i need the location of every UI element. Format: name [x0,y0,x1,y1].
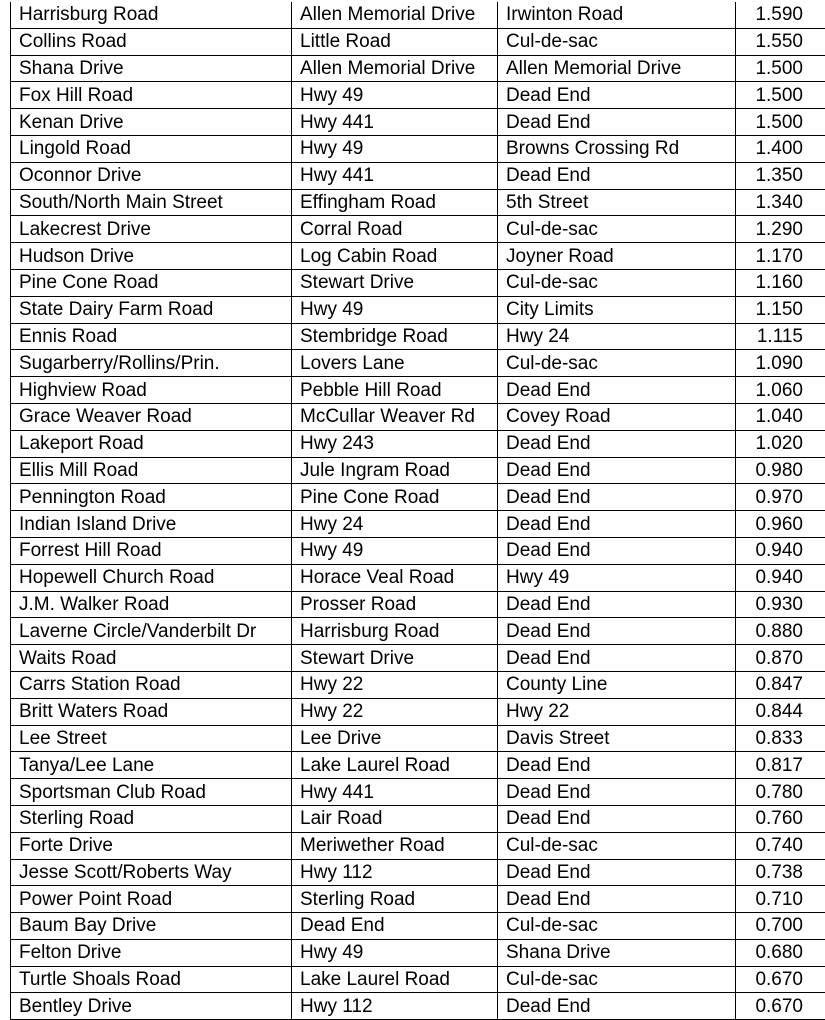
road-name-cell: Felton Drive [11,939,292,966]
length-cell: 0.670 [736,966,825,993]
to-cell: 5th Street [498,189,736,216]
length-cell: 1.170 [736,243,825,270]
to-cell: Dead End [498,484,736,511]
table-row [11,537,825,564]
road-name-cell: Jesse Scott/Roberts Way [11,859,292,886]
to-cell: Cul-de-sac [498,28,736,55]
table-row [11,752,825,779]
from-cell: Effingham Road [292,189,498,216]
table-row [11,269,825,296]
table-row [11,28,825,55]
to-cell: Dead End [498,752,736,779]
road-name-cell: Sterling Road [11,805,292,832]
to-cell: Cul-de-sac [498,216,736,243]
to-cell: Covey Road [498,403,736,430]
length-cell: 0.700 [736,913,825,940]
length-cell: 0.940 [736,537,825,564]
table-row [11,403,825,430]
road-name-cell: Bentley Drive [11,993,292,1020]
road-table [10,2,825,1020]
length-cell: 0.670 [736,993,825,1020]
road-name-cell: Highview Road [11,377,292,404]
road-name-cell: Waits Road [11,645,292,672]
length-cell: 1.090 [736,350,825,377]
road-name-cell: Ennis Road [11,323,292,350]
from-cell: Harrisburg Road [292,618,498,645]
road-name-cell: Forrest Hill Road [11,537,292,564]
from-cell: Prosser Road [292,591,498,618]
road-name-cell: Fox Hill Road [11,82,292,109]
table-row [11,2,825,28]
to-cell: Dead End [498,377,736,404]
from-cell: Sterling Road [292,886,498,913]
table-row [11,55,825,82]
from-cell: Lovers Lane [292,350,498,377]
from-cell: Hwy 24 [292,511,498,538]
table-row [11,296,825,323]
table-row [11,377,825,404]
to-cell: Dead End [498,162,736,189]
table-row [11,966,825,993]
length-cell: 0.980 [736,457,825,484]
road-table-body [11,2,825,1020]
to-cell: Cul-de-sac [498,966,736,993]
table-row [11,189,825,216]
table-row [11,216,825,243]
from-cell: Hwy 441 [292,779,498,806]
from-cell: Dead End [292,913,498,940]
road-name-cell: Lakecrest Drive [11,216,292,243]
from-cell: Jule Ingram Road [292,457,498,484]
table-row [11,859,825,886]
table-row [11,82,825,109]
to-cell: Browns Crossing Rd [498,135,736,162]
length-cell: 0.880 [736,618,825,645]
to-cell: Hwy 24 [498,323,736,350]
table-row [11,135,825,162]
length-cell: 0.844 [736,698,825,725]
from-cell: Lee Drive [292,725,498,752]
to-cell: City Limits [498,296,736,323]
road-name-cell: State Dairy Farm Road [11,296,292,323]
from-cell: Hwy 441 [292,162,498,189]
to-cell: Allen Memorial Drive [498,55,736,82]
from-cell: Log Cabin Road [292,243,498,270]
length-cell: 0.940 [736,564,825,591]
table-row [11,886,825,913]
road-name-cell: Pine Cone Road [11,269,292,296]
road-name-cell: Carrs Station Road [11,671,292,698]
road-name-cell: Harrisburg Road [11,2,292,28]
from-cell: Hwy 243 [292,430,498,457]
from-cell: Pebble Hill Road [292,377,498,404]
from-cell: Hwy 112 [292,993,498,1020]
table-row [11,939,825,966]
table-row [11,350,825,377]
from-cell: Stembridge Road [292,323,498,350]
from-cell: Hwy 22 [292,698,498,725]
to-cell: Dead End [498,618,736,645]
from-cell: McCullar Weaver Rd [292,403,498,430]
road-name-cell: Lakeport Road [11,430,292,457]
to-cell: Dead End [498,430,736,457]
table-row [11,698,825,725]
road-name-cell: Sugarberry/Rollins/Prin. [11,350,292,377]
length-cell: 0.970 [736,484,825,511]
length-cell: 1.150 [736,296,825,323]
road-name-cell: Collins Road [11,28,292,55]
road-name-cell: Hudson Drive [11,243,292,270]
from-cell: Hwy 49 [292,537,498,564]
from-cell: Lair Road [292,805,498,832]
table-row [11,430,825,457]
from-cell: Pine Cone Road [292,484,498,511]
length-cell: 0.680 [736,939,825,966]
from-cell: Hwy 49 [292,939,498,966]
length-cell: 0.710 [736,886,825,913]
road-name-cell: Oconnor Drive [11,162,292,189]
from-cell: Stewart Drive [292,645,498,672]
to-cell: Dead End [498,591,736,618]
length-cell: 0.870 [736,645,825,672]
road-name-cell: Power Point Road [11,886,292,913]
from-cell: Allen Memorial Drive [292,55,498,82]
length-cell: 0.960 [736,511,825,538]
road-name-cell: Pennington Road [11,484,292,511]
from-cell: Hwy 112 [292,859,498,886]
road-name-cell: Turtle Shoals Road [11,966,292,993]
table-row [11,671,825,698]
road-name-cell: Kenan Drive [11,109,292,136]
length-cell: 0.817 [736,752,825,779]
to-cell: Hwy 22 [498,698,736,725]
to-cell: Cul-de-sac [498,832,736,859]
to-cell: Dead End [498,645,736,672]
road-name-cell: Ellis Mill Road [11,457,292,484]
to-cell: Irwinton Road [498,2,736,28]
to-cell: Dead End [498,993,736,1020]
length-cell: 1.500 [736,109,825,136]
from-cell: Hwy 49 [292,135,498,162]
from-cell: Stewart Drive [292,269,498,296]
from-cell: Hwy 441 [292,109,498,136]
table-row [11,323,825,350]
length-cell: 1.550 [736,28,825,55]
road-name-cell: Laverne Circle/Vanderbilt Dr [11,618,292,645]
from-cell: Hwy 49 [292,82,498,109]
length-cell: 1.290 [736,216,825,243]
road-name-cell: J.M. Walker Road [11,591,292,618]
table-row [11,832,825,859]
to-cell: Hwy 49 [498,564,736,591]
length-cell: 1.115 [736,323,825,350]
length-cell: 1.350 [736,162,825,189]
from-cell: Horace Veal Road [292,564,498,591]
length-cell: 1.590 [736,2,825,28]
from-cell: Meriwether Road [292,832,498,859]
road-name-cell: Forte Drive [11,832,292,859]
table-row [11,511,825,538]
length-cell: 1.400 [736,135,825,162]
table-row [11,779,825,806]
table-row [11,805,825,832]
road-name-cell: Shana Drive [11,55,292,82]
road-name-cell: Indian Island Drive [11,511,292,538]
to-cell: Dead End [498,859,736,886]
length-cell: 0.780 [736,779,825,806]
to-cell: Dead End [498,109,736,136]
length-cell: 0.847 [736,671,825,698]
table-row [11,993,825,1020]
from-cell: Hwy 22 [292,671,498,698]
to-cell: Dead End [498,779,736,806]
length-cell: 1.500 [736,82,825,109]
table-row [11,109,825,136]
to-cell: Dead End [498,805,736,832]
length-cell: 1.160 [736,269,825,296]
from-cell: Little Road [292,28,498,55]
length-cell: 1.060 [736,377,825,404]
to-cell: Joyner Road [498,243,736,270]
table-row [11,162,825,189]
from-cell: Lake Laurel Road [292,752,498,779]
table-row [11,243,825,270]
from-cell: Allen Memorial Drive [292,2,498,28]
from-cell: Lake Laurel Road [292,966,498,993]
length-cell: 1.340 [736,189,825,216]
to-cell: Cul-de-sac [498,269,736,296]
road-name-cell: Tanya/Lee Lane [11,752,292,779]
length-cell: 0.738 [736,859,825,886]
road-name-cell: Lee Street [11,725,292,752]
length-cell: 1.500 [736,55,825,82]
road-name-cell: Hopewell Church Road [11,564,292,591]
length-cell: 1.020 [736,430,825,457]
table-row [11,591,825,618]
from-cell: Hwy 49 [292,296,498,323]
length-cell: 0.760 [736,805,825,832]
to-cell: Cul-de-sac [498,913,736,940]
to-cell: Cul-de-sac [498,350,736,377]
table-row [11,618,825,645]
table-row [11,645,825,672]
table-row [11,913,825,940]
road-name-cell: Baum Bay Drive [11,913,292,940]
road-name-cell: Britt Waters Road [11,698,292,725]
length-cell: 0.833 [736,725,825,752]
length-cell: 0.740 [736,832,825,859]
road-name-cell: Grace Weaver Road [11,403,292,430]
length-cell: 0.930 [736,591,825,618]
to-cell: Shana Drive [498,939,736,966]
to-cell: Dead End [498,82,736,109]
road-name-cell: Lingold Road [11,135,292,162]
to-cell: County Line [498,671,736,698]
table-row [11,484,825,511]
to-cell: Dead End [498,537,736,564]
to-cell: Dead End [498,457,736,484]
table-row [11,457,825,484]
to-cell: Dead End [498,886,736,913]
to-cell: Davis Street [498,725,736,752]
from-cell: Corral Road [292,216,498,243]
to-cell: Dead End [498,511,736,538]
length-cell: 1.040 [736,403,825,430]
road-name-cell: Sportsman Club Road [11,779,292,806]
table-row [11,725,825,752]
road-name-cell: South/North Main Street [11,189,292,216]
table-row [11,564,825,591]
